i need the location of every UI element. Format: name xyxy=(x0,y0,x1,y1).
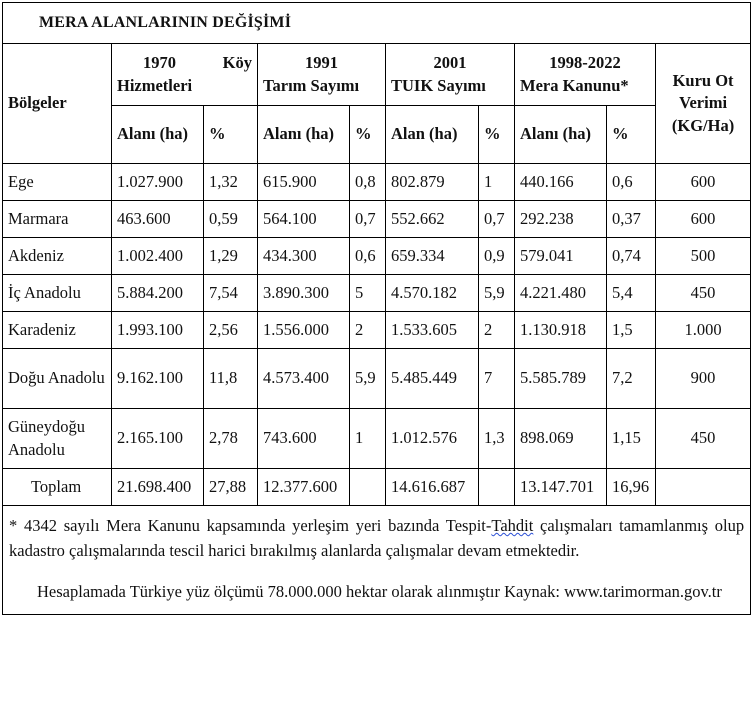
group-1970-year: 1970 xyxy=(143,53,176,73)
pct-1991-cell: 5,9 xyxy=(350,349,386,409)
region-cell: Akdeniz xyxy=(3,238,112,275)
pct-2001-cell: 7 xyxy=(479,349,515,409)
group-1991-source: Tarım Sayımı xyxy=(263,75,360,95)
table-row xyxy=(3,349,751,409)
pct-1998-header: % xyxy=(607,106,656,164)
pct-1970-cell: 1,29 xyxy=(204,238,258,275)
area-2001-header: Alan (ha) xyxy=(386,106,479,164)
group-1998-source: Mera Kanunu* xyxy=(520,75,629,95)
table-row xyxy=(3,201,751,238)
pct-2001-cell: 1,3 xyxy=(479,409,515,469)
pct-1970-cell: 2,56 xyxy=(204,312,258,349)
table-row xyxy=(3,275,751,312)
area-1970-cell: 2.165.100 xyxy=(112,409,204,469)
area-1970-header: Alanı (ha) xyxy=(112,106,204,164)
total-area-1998: 13.147.701 xyxy=(515,469,607,506)
area-2001-cell: 4.570.182 xyxy=(386,275,479,312)
footnote-post: çalışmaları tamamlanmış olup kadastro çalışmalarında tescil harici bırakılmış alanlarda çalışmalar devam etmektedir. xyxy=(9,516,745,560)
area-1991-cell: 743.600 xyxy=(258,409,350,469)
area-2001-cell: 1.533.605 xyxy=(386,312,479,349)
document xyxy=(2,2,750,615)
title-row xyxy=(3,3,751,44)
area-1991-cell: 1.556.000 xyxy=(258,312,350,349)
area-1991-header: Alanı (ha) xyxy=(258,106,350,164)
pct-1970-header: % xyxy=(204,106,258,164)
area-1998-header: Alanı (ha) xyxy=(515,106,607,164)
notes-cell xyxy=(3,506,751,615)
header-row-1 xyxy=(3,44,751,106)
pct-1991-cell: 5 xyxy=(350,275,386,312)
area-1998-cell: 898.069 xyxy=(515,409,607,469)
yield-header: Kuru Ot Verimi (KG/Ha) xyxy=(656,44,751,164)
table-row xyxy=(3,312,751,349)
area-1970-cell: 1.993.100 xyxy=(112,312,204,349)
area-2001-cell: 659.334 xyxy=(386,238,479,275)
group-1970-hizmetleri: Hizmetleri xyxy=(117,75,193,95)
group-1970-koy: Köy xyxy=(222,53,252,73)
yield-cell: 600 xyxy=(656,164,751,201)
group-header-1970 xyxy=(112,44,258,106)
pct-1998-cell: 5,4 xyxy=(607,275,656,312)
region-cell: İç Anadolu xyxy=(3,275,112,312)
yield-cell: 1.000 xyxy=(656,312,751,349)
pct-1991-cell: 0,6 xyxy=(350,238,386,275)
yield-cell: 500 xyxy=(656,238,751,275)
total-row xyxy=(3,469,751,506)
table-row xyxy=(3,409,751,469)
group-header-1998 xyxy=(515,44,656,106)
pct-1998-cell: 1,5 xyxy=(607,312,656,349)
area-1970-cell: 1.002.400 xyxy=(112,238,204,275)
pct-2001-header: % xyxy=(479,106,515,164)
pct-1991-cell: 1 xyxy=(350,409,386,469)
source-note: Hesaplamada Türkiye yüz ölçümü 78.000.000 hektar olarak alınmıştır Kaynak: www.tarimorman.gov.tr xyxy=(37,581,722,601)
total-pct-2001 xyxy=(479,469,515,506)
area-1991-cell: 564.100 xyxy=(258,201,350,238)
area-1970-cell: 5.884.200 xyxy=(112,275,204,312)
area-1991-cell: 4.573.400 xyxy=(258,349,350,409)
area-2001-cell: 5.485.449 xyxy=(386,349,479,409)
footnote-pre: * 4342 sayılı Mera Kanunu kapsamında yerleşim yeri bazında Tespit- xyxy=(9,516,492,535)
pct-1998-cell: 1,15 xyxy=(607,409,656,469)
group-1998-year: 1998-2022 xyxy=(549,53,621,73)
pct-1991-cell: 0,8 xyxy=(350,164,386,201)
area-1998-cell: 292.238 xyxy=(515,201,607,238)
group-1991-year: 1991 xyxy=(305,53,338,73)
region-cell: Doğu Anadolu xyxy=(3,349,112,409)
group-2001-year: 2001 xyxy=(433,53,467,73)
table-title: MERA ALANLARININ DEĞİŞİMİ xyxy=(3,3,751,44)
notes-row xyxy=(3,506,751,615)
group-header-2001 xyxy=(386,44,515,106)
region-cell: Güneydoğu Anadolu xyxy=(3,409,112,469)
total-yield xyxy=(656,469,751,506)
area-1998-cell: 1.130.918 xyxy=(515,312,607,349)
region-cell: Marmara xyxy=(3,201,112,238)
pct-1970-cell: 0,59 xyxy=(204,201,258,238)
pct-1991-header: % xyxy=(350,106,386,164)
area-1970-cell: 1.027.900 xyxy=(112,164,204,201)
pct-1970-cell: 11,8 xyxy=(204,349,258,409)
footnote-spellcheck-word: Tahdit xyxy=(491,516,534,535)
area-1991-cell: 3.890.300 xyxy=(258,275,350,312)
group-header-1991 xyxy=(258,44,386,106)
area-1998-cell: 5.585.789 xyxy=(515,349,607,409)
total-area-1970: 21.698.400 xyxy=(112,469,204,506)
area-1998-cell: 579.041 xyxy=(515,238,607,275)
area-1998-cell: 4.221.480 xyxy=(515,275,607,312)
pct-2001-cell: 0,9 xyxy=(479,238,515,275)
footnote xyxy=(9,514,744,564)
pct-2001-cell: 2 xyxy=(479,312,515,349)
pct-2001-cell: 5,9 xyxy=(479,275,515,312)
table-row xyxy=(3,238,751,275)
yield-cell: 600 xyxy=(656,201,751,238)
total-label: Toplam xyxy=(3,469,112,506)
area-1970-cell: 463.600 xyxy=(112,201,204,238)
yield-cell: 450 xyxy=(656,275,751,312)
area-2001-cell: 552.662 xyxy=(386,201,479,238)
region-header: Bölgeler xyxy=(3,44,112,164)
total-area-2001: 14.616.687 xyxy=(386,469,479,506)
yield-cell: 900 xyxy=(656,349,751,409)
total-pct-1970: 27,88 xyxy=(204,469,258,506)
region-cell: Ege xyxy=(3,164,112,201)
pct-2001-cell: 1 xyxy=(479,164,515,201)
pct-2001-cell: 0,7 xyxy=(479,201,515,238)
pct-1998-cell: 0,37 xyxy=(607,201,656,238)
total-pct-1991 xyxy=(350,469,386,506)
pct-1998-cell: 0,74 xyxy=(607,238,656,275)
pct-1998-cell: 0,6 xyxy=(607,164,656,201)
pct-1991-cell: 0,7 xyxy=(350,201,386,238)
total-pct-1998: 16,96 xyxy=(607,469,656,506)
pct-1970-cell: 2,78 xyxy=(204,409,258,469)
area-2001-cell: 1.012.576 xyxy=(386,409,479,469)
pct-1970-cell: 7,54 xyxy=(204,275,258,312)
area-1970-cell: 9.162.100 xyxy=(112,349,204,409)
pct-1970-cell: 1,32 xyxy=(204,164,258,201)
yield-cell: 450 xyxy=(656,409,751,469)
total-area-1991: 12.377.600 xyxy=(258,469,350,506)
area-1991-cell: 615.900 xyxy=(258,164,350,201)
header-row-2 xyxy=(3,106,751,164)
area-1991-cell: 434.300 xyxy=(258,238,350,275)
area-1998-cell: 440.166 xyxy=(515,164,607,201)
region-cell: Karadeniz xyxy=(3,312,112,349)
pct-1991-cell: 2 xyxy=(350,312,386,349)
group-2001-source: TUIK Sayımı xyxy=(391,75,486,95)
pasture-table xyxy=(2,2,751,615)
pct-1998-cell: 7,2 xyxy=(607,349,656,409)
table-row xyxy=(3,164,751,201)
area-2001-cell: 802.879 xyxy=(386,164,479,201)
